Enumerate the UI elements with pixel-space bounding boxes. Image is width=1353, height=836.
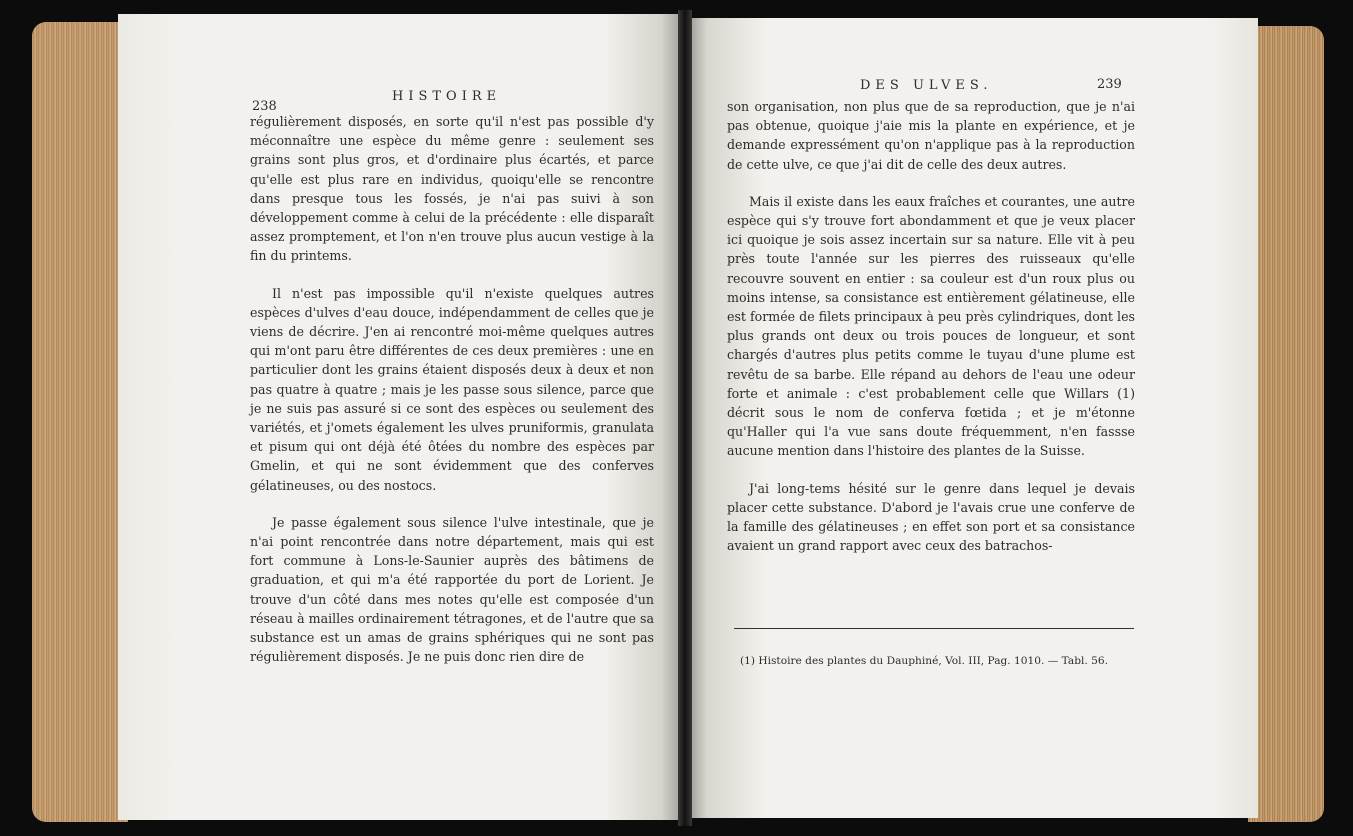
right-paragraph-1: son organisation, non plus que de sa reproduction, que je n'ai pas obtenue, quoique j'aie mis la plante en expérience, et je demande expressément qu'on n'applique pas à la reproduction de cette ulve, ce que j'ai dit de celle des deux autres. — [727, 99, 1135, 172]
right-page-edges — [1248, 26, 1324, 822]
left-page-text — [250, 112, 654, 666]
left-paragraph-1: régulièrement disposés, en sorte qu'il n'est pas possible d'y méconnaître une espèce du même genre : seulement ses grains sont plus gros, et d'ordinaire plus écartés, et parce qu'elle est plus rare en individus, quoiqu'elle se rencontre dans presque tous les fossés, je n'ai pas suivi à son développement comme à celui de la précédente : elle disparaît assez promptement, et l'on n'en trouve plus aucun vestige à la fin du printems. — [250, 114, 654, 264]
footnote: (1) Histoire des plantes du Dauphiné, Vol. III, Pag. 1010. — Tabl. 56. — [740, 655, 1108, 667]
left-page-edges — [32, 22, 128, 822]
right-page-number: 239 — [1097, 77, 1122, 92]
book-gutter — [678, 10, 692, 826]
left-running-head: HISTOIRE — [392, 89, 502, 104]
footnote-rule — [734, 628, 1134, 629]
left-page-number: 238 — [252, 99, 277, 114]
right-paragraph-3: J'ai long-tems hésité sur le genre dans lequel je devais placer cette substance. D'abord je l'avais crue une conferve de la famille des gélatineuses ; en effet son port et sa consistance avaient un grand rapport avec ceux des batrachos- — [727, 480, 1135, 554]
left-paragraph-3: Je passe également sous silence l'ulve intestinale, que je n'ai point rencontrée dans notre département, mais qui est fort commune à Lons-le-Saunier auprès des bâtimens de graduation, et qui m'a été rapportée du port de Lorient. Je trouve d'un côté dans mes notes qu'elle est composée d'un réseau à mailles ordinairement tétragones, et de l'autre que sa substance est un amas de grains sphériques qui ne sont pas régulièrement disposés. Je ne puis donc rien dire de — [250, 514, 654, 665]
right-running-head: DES ULVES. — [860, 78, 993, 93]
right-paragraph-2: Mais il existe dans les eaux fraîches et courantes, une autre espèce qui s'y trouve fort abondamment et que je veux placer ici quoique je sois assez incertain sur sa nature. Elle vit à peu près toute l'année sur les pierres des ruisseaux qu'elle recouvre souvent en entier : sa couleur est d'un roux plus ou moins intense, sa consistance est entièrement gélatineuse, elle est formée de filets principaux à peu près cylindriques, dont les plus grands ont deux ou trois pouces de longueur, et sont chargés d'autres plus petits comme le tuyau d'une plume est revêtu de sa barbe. Elle répand au dehors de l'eau une odeur forte et animale : c'est probablement celle que Willars (1) décrit sous le nom de conferva fœtida ; et je m'étonne qu'Haller qui l'a vue sans doute fréquemment, n'en fassse aucune mention dans l'histoire des plantes de la Suisse. — [727, 193, 1135, 459]
left-paragraph-2: Il n'est pas impossible qu'il n'existe quelques autres espèces d'ulves d'eau douce, indépendamment de celles que je viens de décrire. J'en ai rencontré moi-même quelques autres qui m'ont paru être différentes de ces deux premières : une en particulier dont les grains étaient disposés deux à deux et non pas quatre à quatre ; mais je les passe sous silence, parce que je ne suis pas assuré si ce sont des espèces ou seulement des variétés, et j'omets également les ulves pruniformis, granulata et pisum qui ont déjà été ôtées du nombre des espèces par Gmelin, et qui ne sont évidemment que des conferves gélatineuses, ou des nostocs. — [250, 285, 654, 493]
right-page-text — [727, 97, 1135, 555]
